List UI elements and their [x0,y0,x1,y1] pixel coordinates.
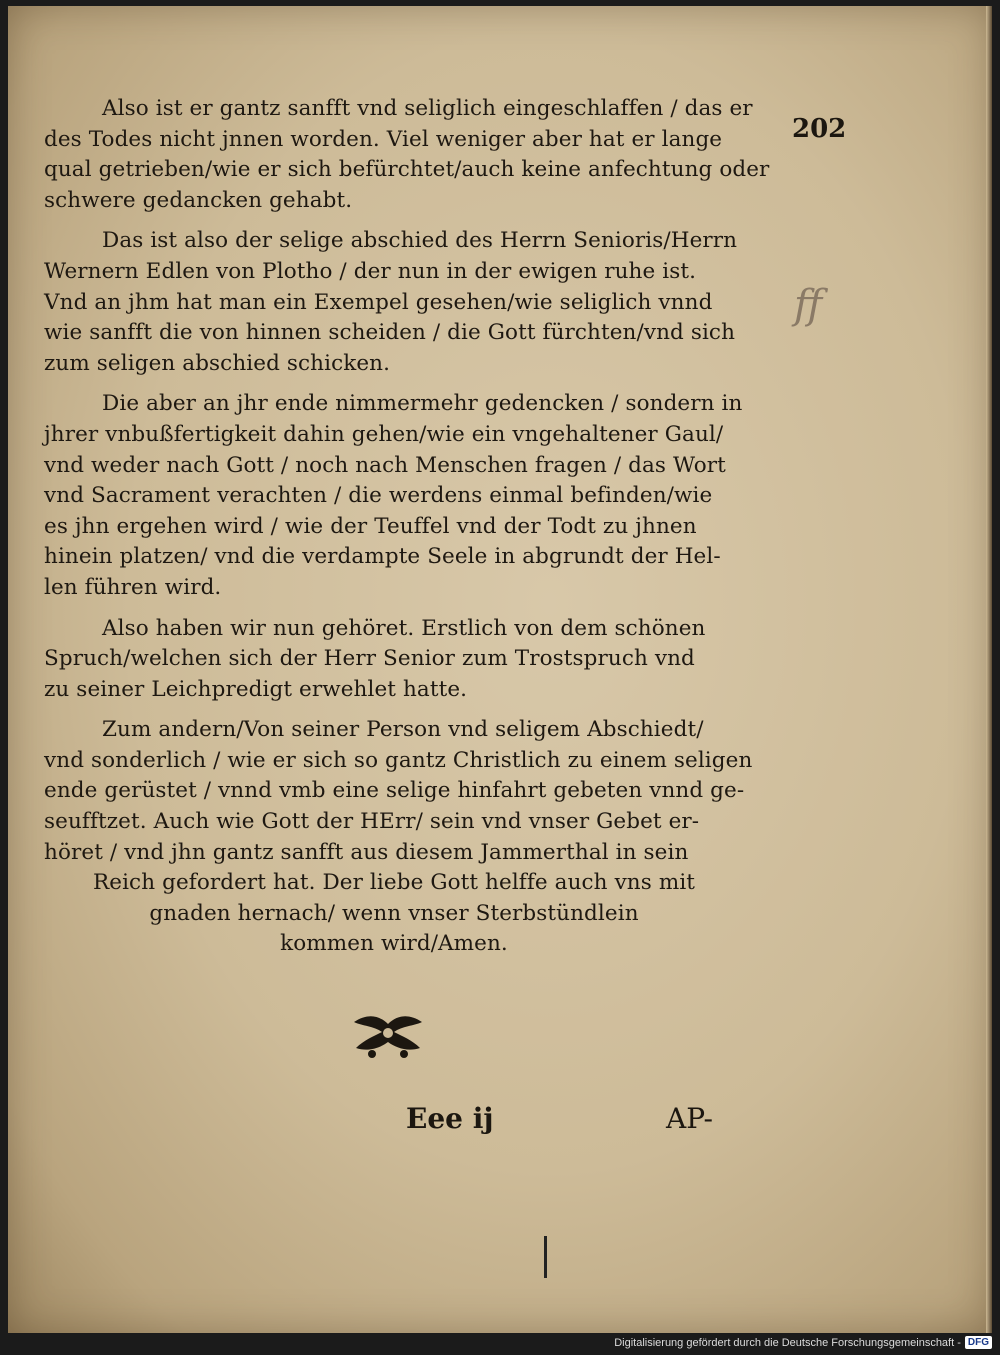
book-page [8,6,992,1333]
paragraph [44,389,744,603]
closing-line: kommen wird/Amen. [280,931,508,957]
closing-line: Reich gefordert hat. Der liebe Gott helffe auch vns mit [92,870,696,896]
text-line: Die aber an jhr ende nimmermehr gedencken / sondern in [102,391,743,417]
text-line: len führen wird. [44,574,222,600]
text-line: jhrer vnbußfertigkeit dahin gehen/wie ein vngehaltener Gaul/ [44,421,724,447]
text-line: Das ist also der selige abschied des Herrn Senioris/Herrn [102,228,738,254]
pencil-mark [544,1236,547,1278]
text-line: Also haben wir nun gehöret. Erstlich von dem schönen [102,615,706,641]
paragraph [44,226,744,379]
text-line: zum seligen abschied schicken. [44,350,391,376]
digitization-footer [614,1334,992,1351]
signature-mark: Eee ij [406,1102,494,1135]
dfg-logo-icon: DFG [965,1336,992,1349]
text-line: zu seiner Leichpredigt erwehlet hatte. [44,676,468,702]
paragraph [44,715,753,960]
text-line: seufftzet. Auch wie Gott der HErr/ sein vnd vnser Gebet er- [44,809,700,835]
text-line: Also ist er gantz sanfft vnd seliglich eingeschlaffen / das er [102,96,753,121]
paragraph [44,94,770,216]
text-line: vnd sonderlich / wie er sich so gantz Christlich zu einem seligen [44,747,753,773]
footer-credit: Digitalisierung gefördert durch die Deutsche Forschungsgemeinschaft - [614,1336,961,1349]
text-line: wie sanfft die von hinnen scheiden / die Gott fürchten/vnd sich [44,320,736,346]
paragraph [44,614,744,706]
text-line: Wernern Edlen von Plotho / der nun in der ewigen ruhe ist. [44,258,697,284]
text-line: schwere gedancken gehabt. [44,187,353,213]
text-line: Spruch/welchen sich der Herr Senior zum Trostspruch vnd [44,646,695,672]
text-line: höret / vnd jhn gantz sanfft aus diesem Jammerthal in sein [44,839,689,865]
closing-line: gnaden hernach/ wenn vnser Sterbstündlein [149,900,639,926]
text-line: es jhn ergehen wird / wie der Teuffel vnd der Todt zu jhnen [44,513,697,539]
text-line: qual getrieben/wie er sich befürchtet/auch keine anfechtung oder [44,157,770,183]
body-text [44,94,770,970]
page-number: 202 [792,114,847,144]
text-line: vnd Sacrament verachten / die werdens einmal befinden/wie [44,483,713,509]
text-line: Zum andern/Von seiner Person vnd seligem Abschiedt/ [102,717,704,743]
text-line: vnd weder nach Gott / noch nach Menschen fragen / das Wort [44,452,726,478]
text-line: hinein platzen/ vnd die verdampte Seele in abgrundt der Hel- [44,544,721,570]
text-line: Vnd an jhm hat man ein Exempel gesehen/wie seliglich vnnd [44,289,713,315]
text-line: des Todes nicht jnnen worden. Viel weniger aber hat er lange [44,126,723,152]
catchword: AP- [666,1102,713,1135]
text-line: ende gerüstet / vnnd vmb eine selige hinfahrt gebeten vnnd ge- [44,778,745,804]
printers-ornament-icon [350,1012,426,1060]
marginal-handwritten-mark: ff [794,282,823,328]
